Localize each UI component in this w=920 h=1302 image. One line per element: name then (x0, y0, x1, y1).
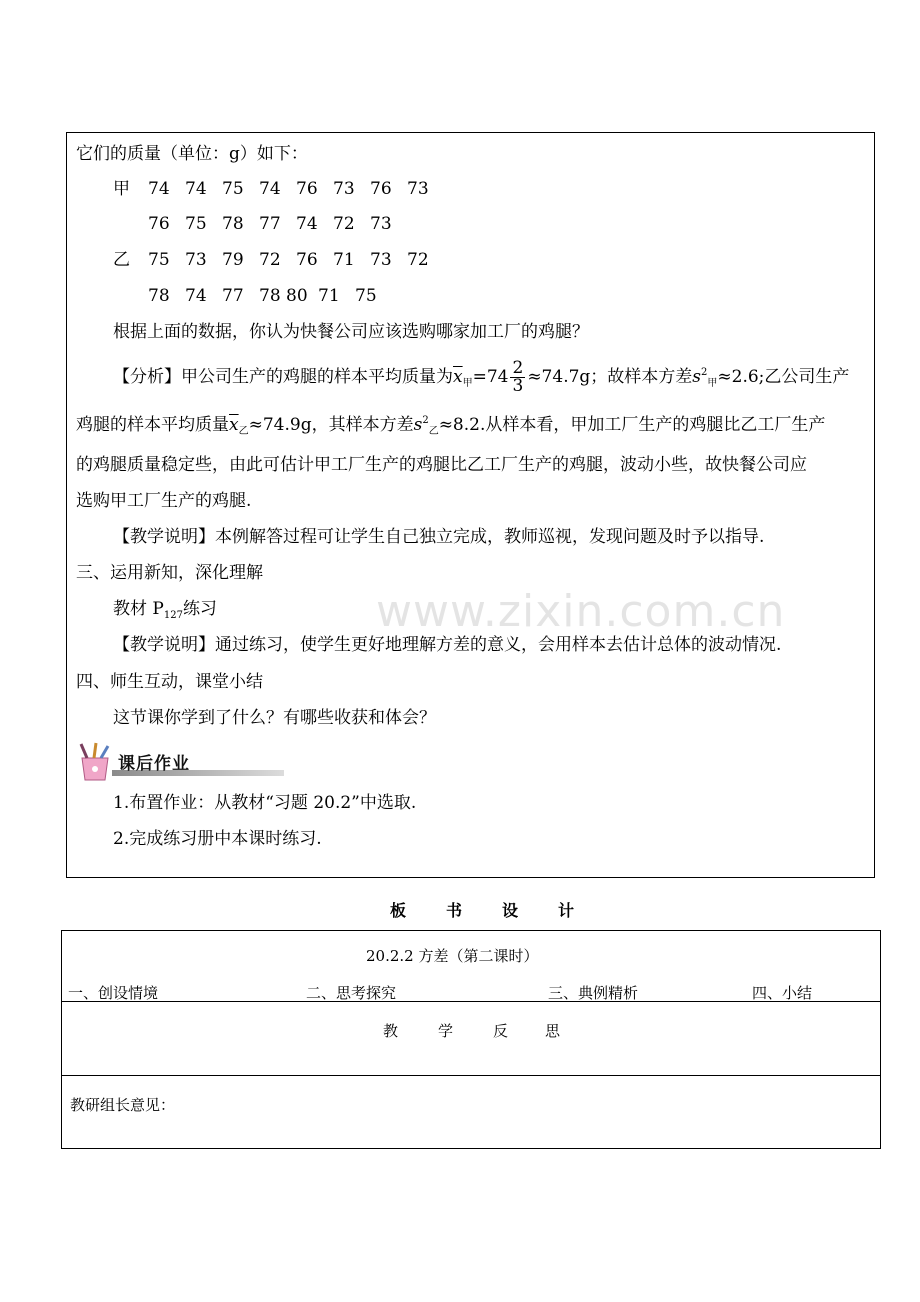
data-cell: 76 (370, 179, 392, 199)
data-cell: 75 (222, 179, 244, 199)
textbook-text: 练习 (182, 599, 217, 619)
title-char: 板 (390, 901, 407, 920)
data-cell: 76 (148, 214, 170, 234)
analysis-text: ≈74.9g，其样本方差 (248, 415, 414, 435)
homework-label: 课后作业 (118, 754, 190, 774)
data-cell: 74 (296, 214, 318, 234)
superscript-2: 2 (701, 367, 708, 378)
analysis-line-2 (76, 410, 825, 443)
summary-question: 这节课你学到了什么？有哪些收获和体会？ (113, 708, 436, 728)
data-cell: 78 (222, 214, 244, 234)
data-cell: 73 (185, 250, 207, 270)
analysis-prefix: 【分析】甲公司生产的鸡腿的样本平均质量为 (113, 367, 453, 387)
section-3-heading: 三、运用新知，深化理解 (76, 563, 263, 583)
subscript-yi: 乙 (428, 426, 439, 437)
data-cell: 78 (148, 286, 170, 306)
data-cell: 72 (333, 214, 355, 234)
reflection-char: 思 (545, 1022, 561, 1040)
fraction-denominator: 3 (512, 376, 524, 396)
data-cell: 71 (318, 286, 340, 306)
data-cell: 71 (333, 250, 355, 270)
fraction (510, 360, 525, 395)
analysis-line-1 (113, 360, 849, 395)
data-cell: 72 (259, 250, 281, 270)
mean-symbol: $\overline{x}$ (229, 415, 239, 435)
data-cell: 77 (222, 286, 244, 306)
board-item-1: 一、创设情境 (68, 984, 159, 1002)
board-design-title (390, 898, 614, 921)
analysis-line-4: 选购甲工厂生产的鸡腿. (76, 491, 252, 511)
data-cell: 74 (148, 179, 170, 199)
data-cell: 76 (296, 179, 318, 199)
title-char: 设 (502, 901, 519, 920)
data-cell: 78 80 (259, 286, 308, 306)
data-cell: 72 (407, 250, 429, 270)
data-cell: 76 (296, 250, 318, 270)
board-item-4: 四、小结 (752, 984, 813, 1002)
title-char: 计 (558, 901, 575, 920)
data-cell: 75 (148, 250, 170, 270)
lesson-title: 20.2.2 方差（第二课时） (366, 947, 539, 965)
data-cell: 73 (370, 250, 392, 270)
homework-item-1: 1.布置作业：从教材“习题 20.2”中选取. (113, 793, 417, 813)
mean-approx: ≈74.7g；故样本方差 (527, 367, 693, 387)
group-leader-opinion: 教研组长意见： (70, 1096, 176, 1114)
label-yi: 乙 (113, 250, 130, 270)
board-item-3: 三、典例精析 (548, 984, 639, 1002)
data-cell: 74 (259, 179, 281, 199)
board-item-2: 二、思考探究 (306, 984, 397, 1002)
question: 根据上面的数据，你认为快餐公司应该选购哪家加工厂的鸡腿？ (113, 322, 589, 342)
section-4-heading: 四、师生互动，课堂小结 (76, 672, 263, 692)
mass-intro: 它们的质量（单位：g）如下： (76, 144, 308, 164)
analysis-line-3: 的鸡腿质量稳定些，由此可估计甲工厂生产的鸡腿比乙工厂生产的鸡腿，波动小些，故快餐公司应 (76, 455, 807, 475)
analysis-text: ≈8.2.从样本看，甲加工厂生产的鸡腿比乙工厂生产 (438, 415, 826, 435)
superscript-2: 2 (422, 415, 429, 426)
pencil-cup-icon (72, 742, 116, 782)
variance-symbol: s (413, 415, 423, 435)
data-cell: 73 (407, 179, 429, 199)
reflection-char: 反 (493, 1022, 509, 1040)
subscript-yi: 乙 (238, 426, 249, 437)
subscript-jia: 甲 (462, 378, 473, 389)
teaching-note-1: 【教学说明】本例解答过程可让学生自己独立完成，教师巡视，发现问题及时予以指导. (113, 527, 765, 547)
data-cell: 74 (185, 179, 207, 199)
title-char: 书 (446, 901, 463, 920)
page-subscript: 127 (163, 610, 183, 621)
variance-symbol: s (692, 367, 702, 387)
teaching-note-2: 【教学说明】通过练习，使学生更好地理解方差的意义，会用样本去估计总体的波动情况. (113, 635, 782, 655)
label-jia: 甲 (113, 179, 130, 199)
data-cell: 74 (185, 286, 207, 306)
mean-integer: =74 (472, 367, 509, 387)
analysis-text: 鸡腿的样本平均质量 (76, 415, 229, 435)
data-cell: 79 (222, 250, 244, 270)
reflection-char: 教 (383, 1022, 399, 1040)
textbook-ref (113, 598, 217, 627)
data-cell: 77 (259, 214, 281, 234)
watermark: www.zixin.com.cn (376, 586, 786, 637)
reflection-char: 学 (438, 1022, 454, 1040)
mean-symbol: $\overline{x}$ (453, 367, 463, 387)
fraction-numerator: 2 (512, 358, 524, 378)
divider (62, 1075, 880, 1076)
data-cell: 73 (370, 214, 392, 234)
homework-item-2: 2.完成练习册中本课时练习. (113, 829, 322, 849)
data-cell: 75 (185, 214, 207, 234)
homework-banner (72, 742, 222, 782)
variance-approx: ≈2.6;乙公司生产 (717, 367, 850, 387)
data-cell: 75 (355, 286, 377, 306)
data-cell: 73 (333, 179, 355, 199)
textbook-text: 教材 P (113, 599, 164, 619)
subscript-jia: 甲 (707, 378, 718, 389)
